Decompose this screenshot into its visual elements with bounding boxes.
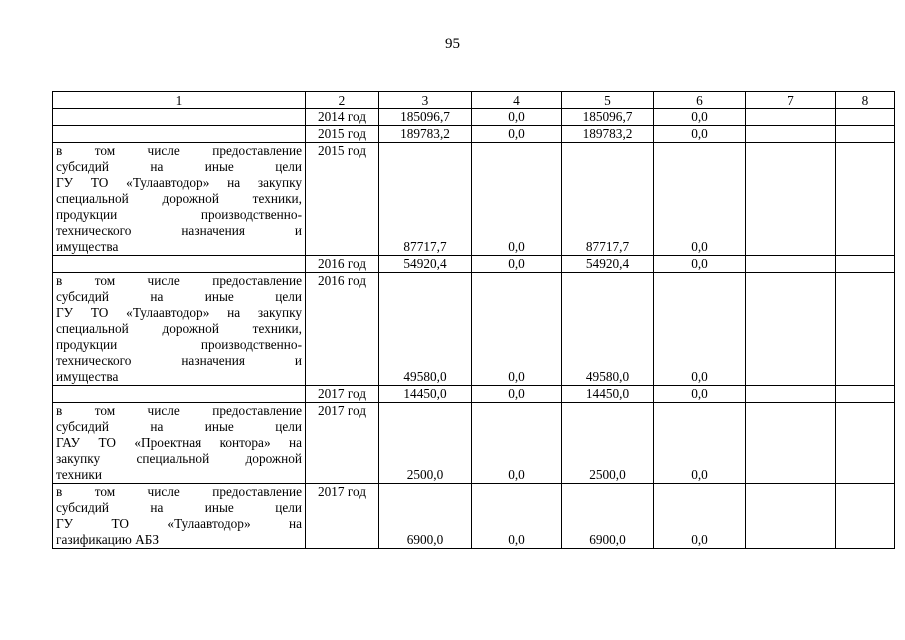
row-year: 2015 год [306,143,379,256]
column-header: 1 [53,92,306,109]
row-description [53,403,306,484]
cell-col-5: 54920,4 [562,256,654,273]
cell-col-3: 54920,4 [379,256,472,273]
description-line: ГУ ТО «Тулаавтодор» на [56,516,302,531]
cell-col-4: 0,0 [472,256,562,273]
row-description [53,143,306,256]
cell-col-7 [746,273,836,386]
cell-col-7 [746,109,836,126]
cell-col-4: 0,0 [472,273,562,386]
table-row-year [53,256,895,273]
description-line: ГАУ ТО «Проектная контора» на [56,435,302,450]
description-line: ГУ ТО «Тулаавтодор» на закупку [56,175,302,190]
cell-col-6: 0,0 [654,256,746,273]
table-row-year [53,109,895,126]
row-year: 2016 год [306,273,379,386]
cell-col-7 [746,256,836,273]
description-line: специальной дорожной техники, [56,321,302,336]
cell-col-4: 0,0 [472,484,562,549]
cell-col-6: 0,0 [654,126,746,143]
column-header: 4 [472,92,562,109]
row-year: 2015 год [306,126,379,143]
cell-col-8 [836,386,895,403]
cell-col-8 [836,126,895,143]
description-line: технического назначения и [56,353,302,368]
description-line: в том числе предоставление [56,484,302,499]
cell-col-8 [836,273,895,386]
description-line: имущества [56,239,119,254]
row-year: 2016 год [306,256,379,273]
description-line: техники [56,467,102,482]
description-line: субсидий на иные цели [56,159,302,174]
row-year: 2017 год [306,386,379,403]
row-description [53,109,306,126]
cell-col-5: 6900,0 [562,484,654,549]
description-line: в том числе предоставление [56,273,302,288]
cell-col-4: 0,0 [472,109,562,126]
cell-col-3: 2500,0 [379,403,472,484]
cell-col-6: 0,0 [654,273,746,386]
description-line: продукции производственно- [56,337,302,352]
table-row-subsidy [53,273,895,386]
table-body [53,92,895,549]
row-description [53,386,306,403]
cell-col-5: 14450,0 [562,386,654,403]
description-line: субсидий на иные цели [56,419,302,434]
cell-col-3: 14450,0 [379,386,472,403]
cell-col-8 [836,256,895,273]
row-description [53,256,306,273]
column-header: 3 [379,92,472,109]
row-year: 2017 год [306,484,379,549]
row-year: 2017 год [306,403,379,484]
cell-col-6: 0,0 [654,386,746,403]
description-line: имущества [56,369,119,384]
page-number: 95 [445,36,460,52]
column-header: 8 [836,92,895,109]
description-line: специальной дорожной техники, [56,191,302,206]
cell-col-6: 0,0 [654,403,746,484]
cell-col-6: 0,0 [654,109,746,126]
row-year: 2014 год [306,109,379,126]
description-line: в том числе предоставление [56,403,302,418]
column-header: 5 [562,92,654,109]
table-row-subsidy [53,484,895,549]
cell-col-7 [746,143,836,256]
description-line: закупку специальной дорожной [56,451,302,466]
cell-col-3: 189783,2 [379,126,472,143]
cell-col-5: 185096,7 [562,109,654,126]
cell-col-3: 6900,0 [379,484,472,549]
header-row [53,92,895,109]
cell-col-4: 0,0 [472,126,562,143]
budget-table [52,91,895,549]
description-line: субсидий на иные цели [56,500,302,515]
cell-col-5: 87717,7 [562,143,654,256]
cell-col-6: 0,0 [654,143,746,256]
cell-col-8 [836,403,895,484]
column-header: 7 [746,92,836,109]
row-description [53,484,306,549]
column-header: 2 [306,92,379,109]
cell-col-5: 2500,0 [562,403,654,484]
description-line: ГУ ТО «Тулаавтодор» на закупку [56,305,302,320]
cell-col-6: 0,0 [654,484,746,549]
row-description [53,126,306,143]
table-row-year [53,386,895,403]
row-description [53,273,306,386]
cell-col-3: 185096,7 [379,109,472,126]
cell-col-7 [746,484,836,549]
cell-col-4: 0,0 [472,386,562,403]
cell-col-5: 49580,0 [562,273,654,386]
cell-col-7 [746,403,836,484]
table-row-year [53,126,895,143]
table-row-subsidy [53,143,895,256]
column-header: 6 [654,92,746,109]
description-line: газификацию АБЗ [56,532,160,547]
table-row-subsidy [53,403,895,484]
description-line: продукции производственно- [56,207,302,222]
cell-col-7 [746,386,836,403]
description-line: субсидий на иные цели [56,289,302,304]
description-line: технического назначения и [56,223,302,238]
cell-col-3: 49580,0 [379,273,472,386]
cell-col-4: 0,0 [472,143,562,256]
cell-col-3: 87717,7 [379,143,472,256]
cell-col-8 [836,109,895,126]
cell-col-5: 189783,2 [562,126,654,143]
cell-col-7 [746,126,836,143]
cell-col-4: 0,0 [472,403,562,484]
cell-col-8 [836,484,895,549]
cell-col-8 [836,143,895,256]
description-line: в том числе предоставление [56,143,302,158]
